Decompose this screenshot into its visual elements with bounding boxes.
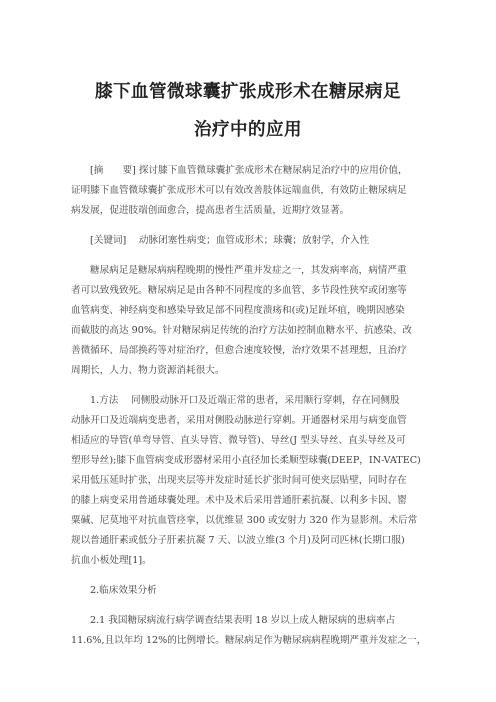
sub21-line-2: 11.6%,且以年均 12%的比例增长。糖尿病足作为糖尿病病程晚期严重并发症之一，: [71, 635, 427, 646]
section-heading-2: 2.临床效果分析: [90, 585, 157, 596]
abstract-line-3: 病发展，促进肢端创面愈合，提高患者生活质量，近期疗效显著。: [71, 205, 350, 216]
keywords-line: [关键词] 动脉闭塞性病变；血管成形术；球囊；放射学，介入性: [90, 235, 370, 246]
methods-line-7: 粟碱、尼莫地平对抗血管痉挛，以优维显 300 或安射力 320 作为显影剂。术后常: [71, 515, 418, 526]
abstract-line-1: [摘 要] 探讨膝下血管微球囊扩张成形术在糖尿病足治疗中的应用价值，: [90, 165, 408, 176]
intro-line-5: 善微循环、局部换药等对症治疗，但愈合速度较慢，治疗效果不甚理想，且治疗: [71, 345, 407, 356]
methods-line-1: 1.方法 同侧股动脉开口及近端正常的患者，采用顺行穿刺，存在同侧股: [90, 395, 400, 406]
methods-line-6: 的膝上病变采用普通球囊处理。术中及术后采用普通肝素抗凝、以利多卡因、罂: [71, 495, 407, 506]
methods-line-9: 抗血小板处理[1]。: [71, 555, 152, 566]
methods-line-3: 相适应的导管(单弯导管、直头导管、微导管)、导丝(J 型头导丝、直头导丝及可: [71, 435, 406, 446]
intro-line-1: 糖尿病足是糖尿病病程晚期的慢性严重并发症之一，其发病率高，病情严重: [90, 265, 407, 276]
intro-line-6: 周期长，人力、物力资源消耗很大。: [71, 365, 225, 376]
intro-line-3: 血管病变、神经病变和感染导致足部不同程度溃疡和(或)足趾坏疽，晚期因感染: [71, 305, 405, 316]
intro-line-4: 而截肢的高达 90%。针对糖尿病足传统的治疗方法如控制血糖水平、抗感染、改: [71, 325, 412, 336]
sub21-line-1: 2.1 我国糖尿病流行病学调查结果表明 18 岁以上成人糖尿病的患病率占: [90, 615, 396, 626]
methods-line-8: 规以普通肝素或低分子肝素抗凝 7 天、以波立维(3 个月)及阿司匹林(长期口服): [71, 535, 405, 546]
methods-line-4: 塑形导丝);膝下血管病变成形器材采用小直径加长柔顺型球囊(DEEP，IN-VATEC): [71, 455, 421, 466]
methods-line-2: 动脉开口及近端病变患者，采用对侧股动脉逆行穿刺。开通器材采用与病变血管: [71, 415, 407, 426]
abstract-line-2: 证明膝下血管微球囊扩张成形术可以有效改善肢体远端血供，有效防止糖尿病足: [71, 185, 407, 196]
title-line-1: 膝下血管微球囊扩张成形术在糖尿病足: [95, 82, 401, 102]
intro-line-2: 者可以致残致死。糖尿病足是由各种不同程度的多血管、多节段性狭窄或闭塞等: [71, 285, 407, 296]
title-line-2: 治疗中的应用: [194, 120, 302, 140]
methods-line-5: 采用低压延时扩张，出现夹层等并发症时延长扩张时间可使夹层贴壁，同时存在: [71, 475, 407, 486]
